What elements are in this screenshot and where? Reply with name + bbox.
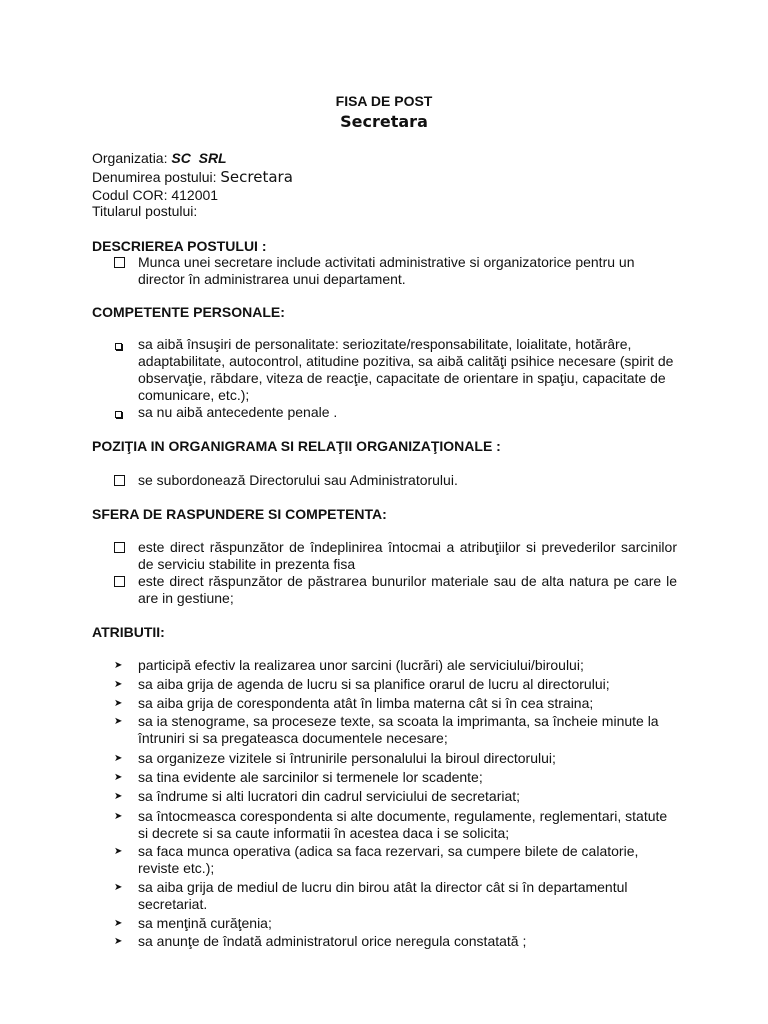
list-item: ➤ sa anunţe de îndată administratorul orice neregula constatată ;: [114, 933, 527, 949]
field-organizatia-label: Organizatia:: [92, 150, 168, 166]
checkbox-bullet-icon: [114, 254, 138, 268]
list-item: sa nu aibă antecedente penale .: [114, 404, 677, 421]
checkbox-bullet-icon: [114, 573, 138, 587]
heading-descrierea: DESCRIEREA POSTULUI :: [92, 238, 267, 254]
heading-atributii: ATRIBUTII:: [92, 624, 165, 640]
list-item: ➤ sa îndrume si alti lucratori din cadrul serviciului de secretariat;: [114, 788, 521, 804]
list-item: ➤ sa tina evidente ale sarcinilor si termenele lor scadente;: [114, 769, 483, 785]
arrowhead-bullet-icon: ➤: [114, 698, 123, 709]
document-title: FISA DE POST: [335, 93, 433, 109]
arrowhead-bullet-icon: ➤: [114, 811, 123, 822]
list-item: ➤ sa aiba grija de agenda de lucru si sa planifice orarul de lucru al directorului;: [114, 676, 610, 692]
checkbox-bullet-icon: [114, 404, 138, 418]
field-denumire-value: Secretara: [220, 168, 293, 186]
arrowhead-bullet-icon: ➤: [114, 846, 123, 857]
field-titular: Titularul postului:: [92, 203, 198, 219]
field-denumire: [92, 169, 293, 185]
checkbox-bullet-icon: [114, 336, 138, 350]
list-item: ➤ sa menţină curăţenia;: [114, 915, 272, 931]
arrowhead-bullet-icon: ➤: [114, 679, 123, 690]
list-item: Munca unei secretare include activitati administrative si organizatorice pentru un director în administrarea unui departament.: [114, 254, 677, 288]
field-organizatia: [92, 150, 227, 166]
arrowhead-bullet-icon: ➤: [114, 772, 123, 783]
heading-pozitia: POZIŢIA IN ORGANIGRAMA SI RELAŢII ORGANIZAŢIONALE :: [92, 438, 501, 454]
document-subtitle: Secretara: [340, 112, 428, 131]
arrowhead-bullet-icon: ➤: [114, 791, 123, 802]
arrowhead-bullet-icon: ➤: [114, 716, 123, 727]
list-item: este direct răspunzător de păstrarea bunurilor materiale sau de alta natura pe care le are in gestiune;: [114, 573, 677, 607]
field-organizatia-value: SC SRL: [171, 150, 227, 166]
checkbox-bullet-icon: [114, 472, 138, 486]
list-item: ➤ sa organizeze vizitele si întrunirile personalului la biroul directorului;: [114, 750, 556, 766]
field-cod-cor: Codul COR: 412001: [92, 187, 219, 203]
arrowhead-bullet-icon: ➤: [114, 918, 123, 929]
list-item: ➤ sa aiba grija de corespondenta atât în limba materna cât si în cea straina;: [114, 695, 594, 711]
heading-sfera: SFERA DE RASPUNDERE SI COMPETENTA:: [92, 506, 387, 522]
list-item: ➤ sa ia stenograme, sa proceseze texte, sa scoata la imprimanta, sa încheie minute la întruniri si sa pregateasca documentele necesare;: [114, 713, 659, 746]
arrowhead-bullet-icon: ➤: [114, 936, 123, 947]
list-item: se subordonează Directorului sau Administratorului.: [114, 472, 677, 489]
list-item: sa aibă însuşiri de personalitate: seriozitate/responsabilitate, loialitate, hotărâre, adaptabilitate, autocontrol, atitudine pozitiva, sa aibă calităţi psihice necesare (spirit de observaţie, răbdare, viteza de reacţie, capacitate de orientare in spaţiu, capacitate de comunicare, etc.);: [114, 336, 677, 404]
arrowhead-bullet-icon: ➤: [114, 660, 123, 671]
list-item: ➤ sa întocmeasca corespondenta si alte documente, regulamente, reglementari, statute si decrete si sa caute informatii în acestea daca i se solicita;: [114, 808, 668, 841]
list-item: ➤ sa faca munca operativa (adica sa faca rezervari, sa cumpere bilete de calatorie, reviste etc.);: [114, 843, 639, 876]
list-item: ➤ participă efectiv la realizarea unor sarcini (lucrări) ale serviciului/biroului;: [114, 657, 584, 673]
heading-competente: COMPETENTE PERSONALE:: [92, 304, 285, 320]
list-item: este direct răspunzător de îndeplinirea întocmai a atribuţiilor si prevederilor sarcinilor de serviciu stabilite in prezenta fisa: [114, 539, 677, 573]
field-denumire-label: Denumirea postului:: [92, 169, 217, 185]
arrowhead-bullet-icon: ➤: [114, 753, 123, 764]
arrowhead-bullet-icon: ➤: [114, 882, 123, 893]
list-item: ➤ sa aiba grija de mediul de lucru din birou atât la director cât si în departamentul secretariat.: [114, 879, 628, 912]
checkbox-bullet-icon: [114, 539, 138, 553]
